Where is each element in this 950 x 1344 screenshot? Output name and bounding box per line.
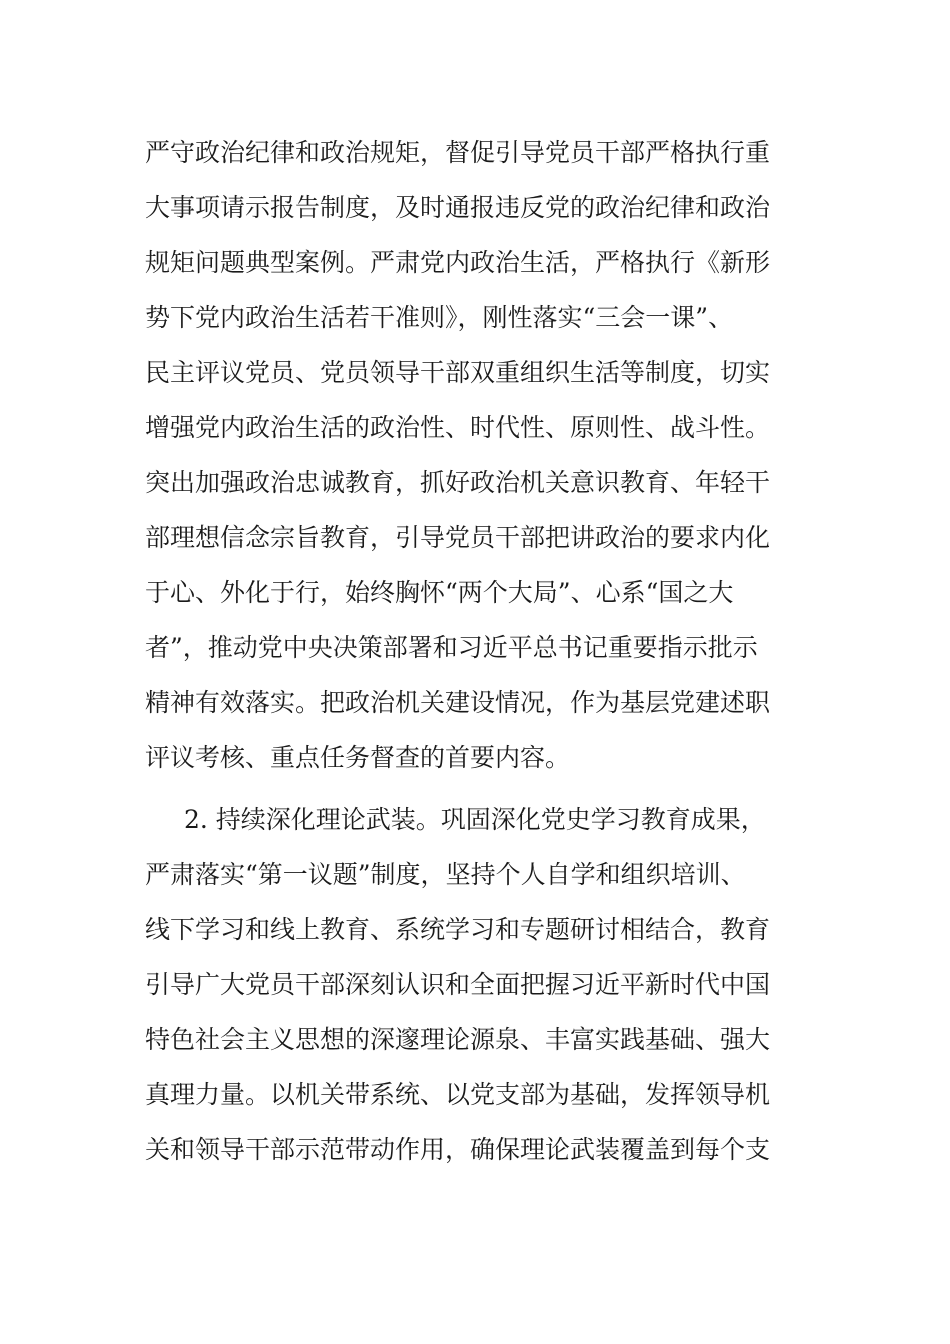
paragraph-2-line-4: 引导广大党员干部深刻认识和全面把握习近平新时代中国 (145, 970, 771, 999)
paragraph-1-line-4: 势下党内政治生活若干准则》，刚性落实“三会一课”、 (145, 303, 734, 332)
paragraph-2-line-6: 真理力量。以机关带系统、以党支部为基础，发挥领导机 (145, 1080, 771, 1109)
paragraph-2-line-5: 特色社会主义思想的深邃理论源泉、丰富实践基础、强大 (145, 1025, 771, 1054)
paragraph-1-line-11: 精神有效落实。把政治机关建设情况，作为基层党建述职 (145, 688, 771, 717)
paragraph-2-line-3: 线下学习和线上教育、系统学习和专题研讨相结合，教育 (145, 915, 771, 944)
paragraph-1-line-12: 评议考核、重点任务督查的首要内容。 (145, 743, 571, 772)
paragraph-2-line-1: 2. 持续深化理论武装。巩固深化党史学习教育成果， (184, 805, 766, 834)
paragraph-2-line-2: 严肃落实“第一议题”制度，坚持个人自学和组织培训、 (145, 860, 746, 889)
paragraph-1-line-3: 规矩问题典型案例。严肃党内政治生活，严格执行《新形 (145, 248, 771, 277)
paragraph-1-line-1: 严守政治纪律和政治规矩，督促引导党员干部严格执行重 (145, 138, 771, 167)
paragraph-1-line-7: 突出加强政治忠诚教育，抓好政治机关意识教育、年轻干 (145, 468, 771, 497)
paragraph-2-line-7: 关和领导干部示范带动作用，确保理论武装覆盖到每个支 (145, 1135, 771, 1164)
paragraph-1-line-2: 大事项请示报告制度，及时通报违反党的政治纪律和政治 (145, 193, 771, 222)
paragraph-1-line-9: 于心、外化于行，始终胸怀“两个大局”、心系“国之大 (145, 578, 734, 607)
paragraph-1-line-10: 者”，推动党中央决策部署和习近平总书记重要指示批示 (145, 633, 758, 662)
paragraph-1-line-5: 民主评议党员、党员领导干部双重组织生活等制度，切实 (145, 358, 771, 387)
paragraph-1-line-6: 增强党内政治生活的政治性、时代性、原则性、战斗性。 (145, 413, 771, 442)
paragraph-1-line-8: 部理想信念宗旨教育，引导党员干部把讲政治的要求内化 (145, 523, 771, 552)
